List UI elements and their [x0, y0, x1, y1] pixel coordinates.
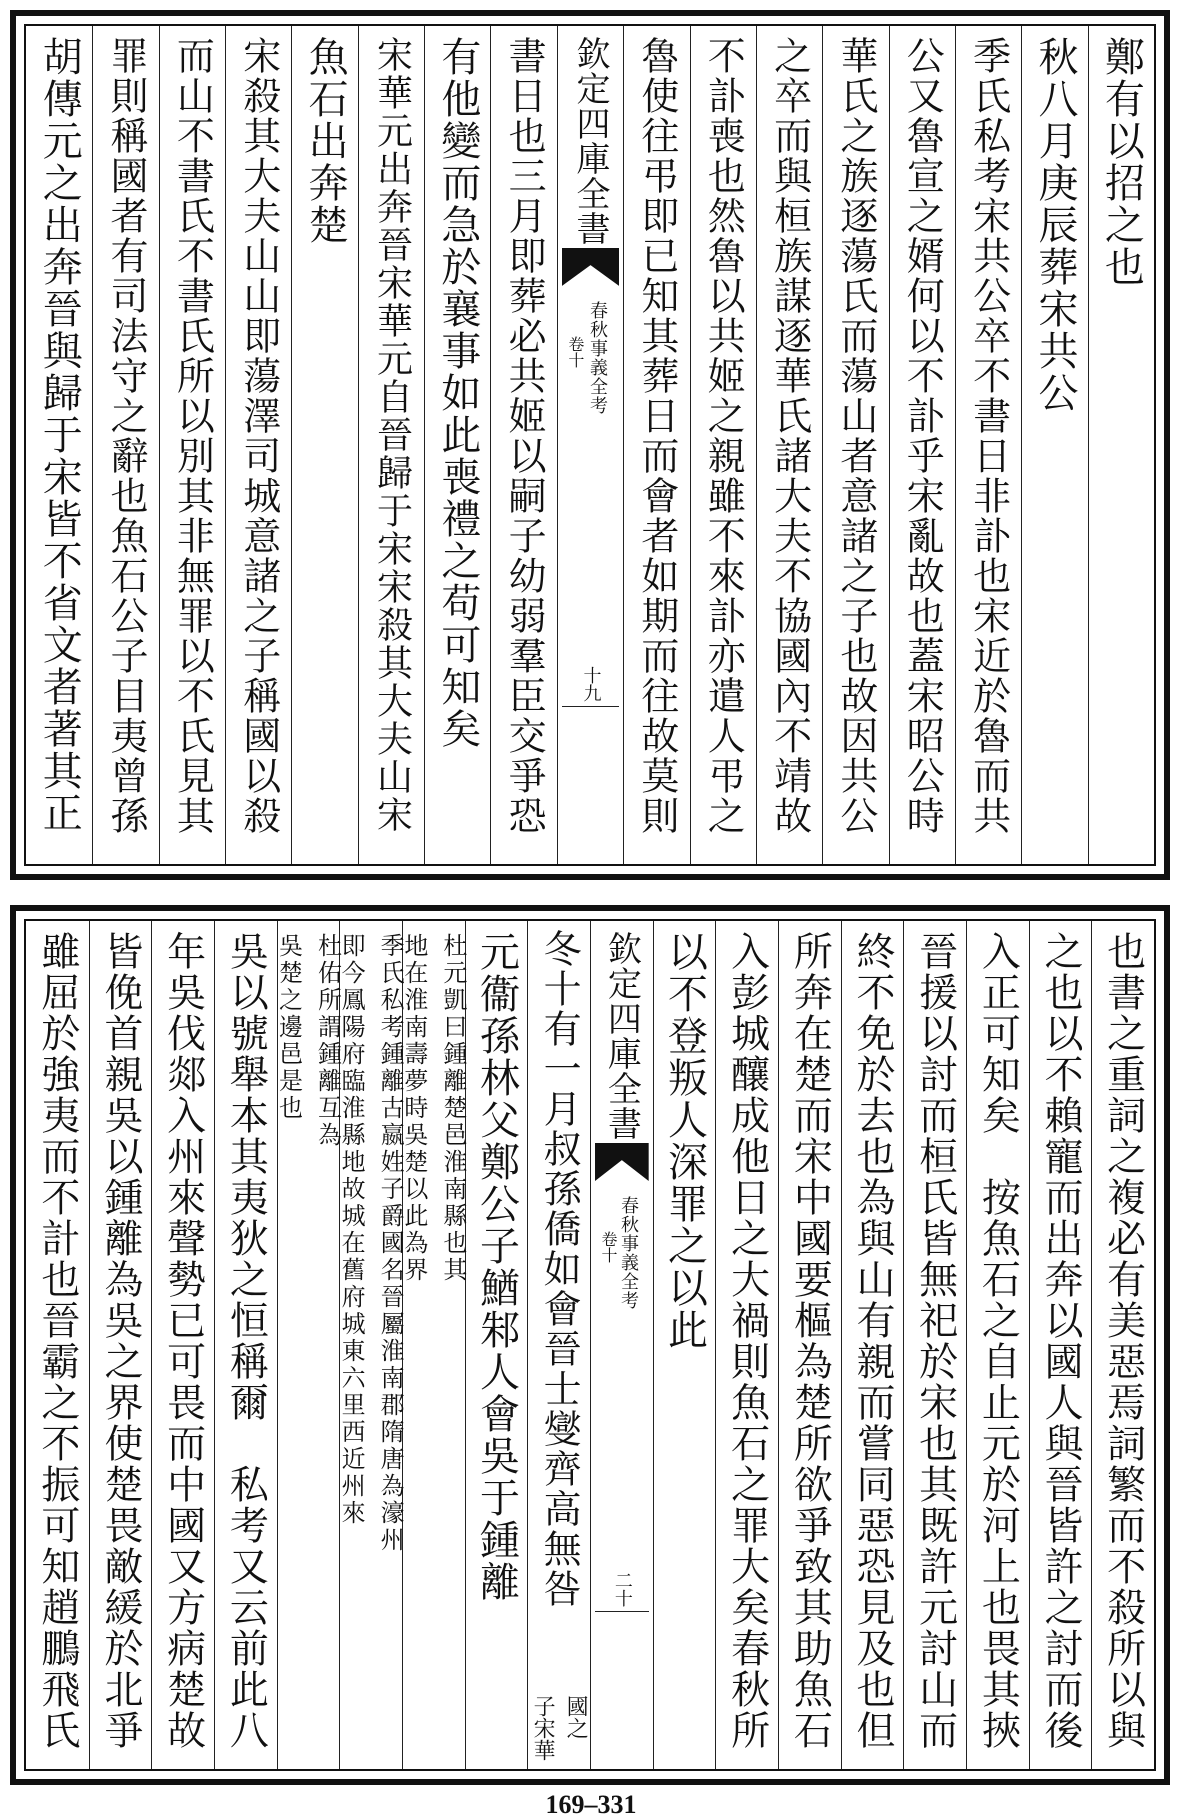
folio-number: 十九: [580, 666, 602, 702]
volume-label: 卷十: [599, 1231, 619, 1263]
bottom-center-fold: [590, 921, 653, 1769]
interlinear-note: [274, 933, 342, 1149]
column-text: 公又魯宣之婿何以不訃乎宋亂故也蓋宋昭公時: [900, 36, 945, 836]
top-center-fold: [557, 26, 623, 864]
bottom-right-column-3: [966, 921, 1029, 1769]
note-subline: 杜元凱曰鍾離楚邑淮南縣也其: [438, 933, 467, 1284]
column-text: 秋八月庚辰葬宋共公: [1031, 36, 1078, 414]
header-title: 欽定四庫全書: [570, 36, 611, 246]
interlinear-note: [399, 933, 467, 1284]
column-text: 魯使往弔即已知其葬日而會者如期而往故莫則: [634, 36, 679, 836]
column-text: 以不登叛人深罪之以此: [661, 931, 708, 1351]
column-text: 宋華元出奔晉宋華元自晉歸于宋宋殺其大夫山宋: [371, 36, 413, 834]
column-text: 年吳伐郯入州來聲勢已可畏而中國又方病楚故: [160, 931, 206, 1751]
note-subline: 季氏私考鍾離古嬴姓子爵國名晉屬淮南郡隋唐為濠州: [376, 933, 405, 1554]
bottom-page-frame: [24, 919, 1156, 1771]
top-left-column-3: [358, 26, 424, 864]
column-text: 魚石出奔楚: [302, 36, 349, 246]
column-text: 冬十有一月叔孫僑如會晉士燮齊高無咎: [537, 929, 582, 1609]
top-left-column-2: [424, 26, 490, 864]
page-number: 169–331: [545, 1790, 637, 1819]
note-subline: 地在淮南壽夢時吳楚以此為界: [399, 933, 428, 1284]
fold-separator: [595, 1611, 649, 1612]
bottom-right-column-6: [778, 921, 841, 1769]
bottom-page-panel: [10, 905, 1170, 1785]
column-text: 之卒而與桓族謀逐華氏諸大夫不協國內不靖故: [767, 36, 812, 836]
note-subline: 杜佑所謂鍾離互為: [313, 933, 342, 1149]
column-text: 宋殺其大夫山山即蕩澤司城意諸之子稱國以殺: [236, 36, 281, 836]
column-text: 入彭城釀成他日之大禍則魚石之罪大矣春秋所: [724, 931, 770, 1751]
top-left-column-6: [159, 26, 225, 864]
top-left-column-8: [26, 26, 92, 864]
fishtail-mark: [595, 1143, 649, 1181]
bottom-note-column-1: [399, 921, 467, 1769]
top-right-column-4: [889, 26, 955, 864]
column-text: 所奔在楚而宋中國要樞為楚所欲爭致其助魚石: [787, 931, 833, 1751]
column-text: 吳以號舉本其夷狄之恒稱爾 私考又云前此八: [223, 931, 269, 1751]
column-text: 元衞孫林父鄭公子鰌邾人會吳于鍾離: [473, 931, 520, 1603]
book-title: 春秋事義全考: [587, 301, 609, 415]
column-text: 華氏之族逐蕩氏而蕩山者意諸之子也故因共公: [833, 36, 878, 836]
top-page-panel: [10, 10, 1170, 880]
column-text: 不訃喪也然魯以共姬之親雖不來訃亦遣人弔之: [701, 36, 746, 836]
top-right-column-6: [756, 26, 822, 864]
book-title: 春秋事義全考: [618, 1196, 639, 1310]
column-text: 雖屈於強夷而不計也晉霸之不振可知趙鵬飛氏: [34, 931, 80, 1751]
column-text: 季氏私考宋共公卒不書日非訃也宋近於魯而共: [966, 36, 1011, 836]
column-text: 皆俛首親吳以鍾離為吳之界使楚畏敵緩於北爭: [98, 931, 144, 1751]
bottom-note-column-2: [337, 921, 405, 1769]
top-right-column-7: [690, 26, 756, 864]
top-right-column-2: [1021, 26, 1087, 864]
top-right-column-5: [822, 26, 888, 864]
column-text: 鄭有以招之也: [1098, 36, 1145, 288]
column-text: 晉援以討而桓氏皆無祀於宋也其既許元討山而: [912, 931, 958, 1751]
bottom-left-column-7: [89, 921, 152, 1769]
top-right-column-1: [1088, 26, 1154, 864]
header-title: 欽定四庫全書: [601, 931, 642, 1141]
column-text: 有他變而急於襄事如此喪禮之苟可知矣: [434, 36, 481, 750]
inline-note-line: 子宋華: [530, 1695, 556, 1761]
bottom-left-column-1: [465, 921, 528, 1769]
bottom-note-column-3: [274, 921, 342, 1769]
column-text: 終不免於去也為與山有親而嘗同惡恐見及也但: [850, 931, 896, 1751]
bottom-right-column-1: [1091, 921, 1154, 1769]
bottom-right-column-7: [715, 921, 778, 1769]
bottom-left-column-8: [26, 921, 89, 1769]
note-subline: 吳楚之邊邑是也: [274, 933, 303, 1122]
inline-note: [528, 1695, 590, 1761]
column-text: 入正可知矣 按魚石之自止元於河上也畏其挾: [975, 931, 1021, 1751]
column-text: 胡傳元之出奔晉與歸于宋皆不省文者著其正: [36, 36, 83, 834]
note-subline: 即今鳳陽府臨淮縣地故城在舊府城東六里西近州來: [337, 933, 366, 1527]
column-text: 也書之重詞之複必有美惡焉詞繁而不殺所以與: [1100, 931, 1146, 1751]
inline-note-line: 國之: [563, 1695, 589, 1739]
bottom-left-column-5: [214, 921, 277, 1769]
top-page-frame: [24, 24, 1156, 866]
top-left-column-4: [291, 26, 357, 864]
fold-separator: [562, 706, 619, 707]
folio-number: 二十: [611, 1571, 633, 1607]
fishtail-mark: [562, 248, 619, 286]
column-text: 罪則稱國者有司法守之辭也魚石公子目夷曾孫: [104, 36, 149, 836]
volume-label: 卷十: [565, 336, 585, 368]
bottom-right-column-2: [1029, 921, 1092, 1769]
bottom-right-column-5: [841, 921, 904, 1769]
column-text: 書日也三月即葬必共姬以嗣子幼弱羣臣交爭恐: [502, 36, 547, 836]
column-text: 之也以不賴寵而出奔以國人與晉皆許之討而後: [1038, 931, 1084, 1751]
interlinear-note: [337, 933, 405, 1554]
top-right-column-3: [955, 26, 1021, 864]
bottom-main-column-with-note: [527, 921, 590, 1769]
bottom-left-column-6: [151, 921, 214, 1769]
bottom-right-column-4: [903, 921, 966, 1769]
top-right-column-8: [623, 26, 689, 864]
column-text: 而山不書氏不書氏所以別其非無罪以不氏見其: [170, 36, 215, 836]
top-left-column-7: [92, 26, 158, 864]
bottom-right-column-8: [653, 921, 716, 1769]
top-left-column-1: [490, 26, 556, 864]
top-left-column-5: [225, 26, 291, 864]
